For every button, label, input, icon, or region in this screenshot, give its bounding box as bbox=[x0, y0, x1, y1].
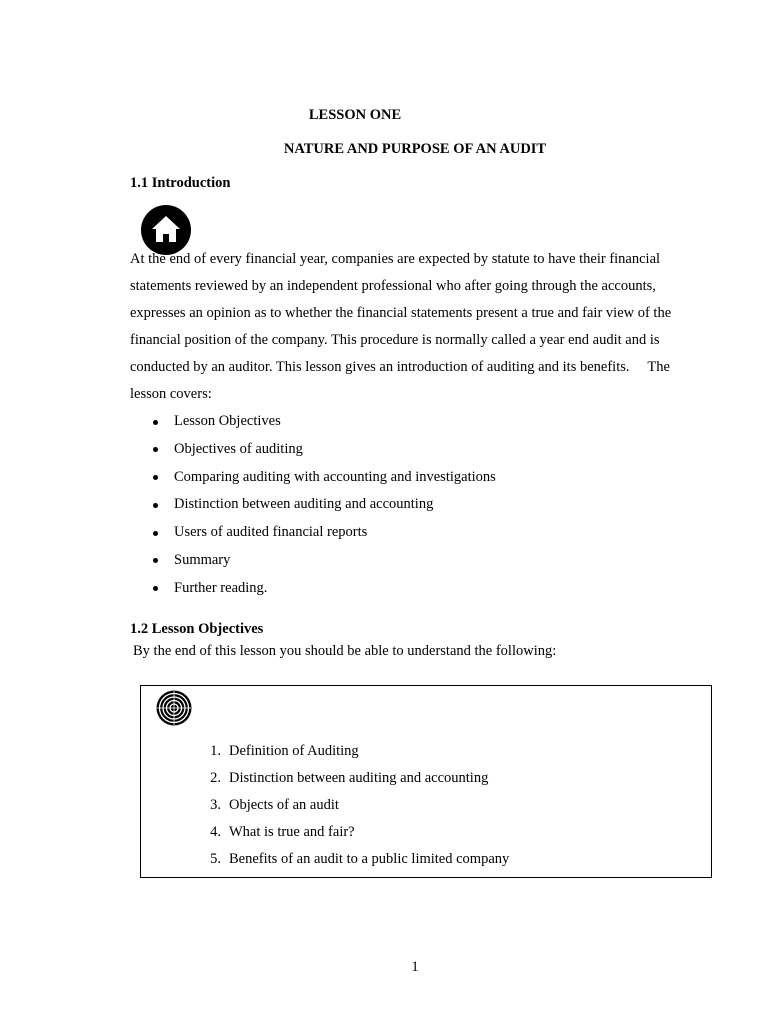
item-text: Objects of an audit bbox=[229, 797, 339, 813]
objectives-heading: 1.2 Lesson Objectives bbox=[130, 621, 264, 637]
intro-line: lesson covers: bbox=[130, 386, 212, 402]
objectives-intro: By the end of this lesson you should be able to understand the following: bbox=[133, 643, 557, 659]
target-icon bbox=[156, 690, 192, 726]
page-number: 1 bbox=[411, 959, 419, 975]
item-text: Definition of Auditing bbox=[229, 743, 359, 759]
item-number: 3. bbox=[210, 797, 221, 813]
intro-line: statements reviewed by an independent professional who after going through the accounts, bbox=[130, 278, 656, 294]
lesson-title: LESSON ONE bbox=[308, 107, 402, 123]
objectives-list bbox=[197, 738, 509, 873]
list-item: Users of audited financial reports bbox=[152, 519, 496, 547]
list-item bbox=[197, 738, 509, 765]
intro-line: expresses an opinion as to whether the financial statements present a true and fair view of the bbox=[130, 305, 672, 321]
lesson-subtitle: NATURE AND PURPOSE OF AN AUDIT bbox=[283, 141, 547, 157]
introduction-heading: 1.1 Introduction bbox=[130, 175, 231, 191]
item-number: 4. bbox=[210, 824, 221, 840]
item-number: 2. bbox=[210, 770, 221, 786]
objectives-box bbox=[140, 685, 712, 878]
list-item: Summary bbox=[152, 547, 496, 575]
list-item bbox=[197, 846, 509, 873]
item-text: Benefits of an audit to a public limited company bbox=[229, 851, 510, 867]
intro-line: At the end of every financial year, companies are expected by statute to have their financial bbox=[130, 251, 661, 267]
intro-line: financial position of the company. This procedure is normally called a year end audit and is bbox=[130, 332, 660, 348]
list-item: Further reading. bbox=[152, 575, 496, 603]
item-text: What is true and fair? bbox=[229, 824, 355, 840]
item-number: 5. bbox=[210, 851, 221, 867]
item-text: Distinction between auditing and accounting bbox=[229, 770, 489, 786]
list-item: Objectives of auditing bbox=[152, 436, 496, 464]
list-item: Distinction between auditing and accounting bbox=[152, 491, 496, 519]
lesson-topics-list bbox=[152, 408, 496, 603]
introduction-paragraph bbox=[130, 246, 698, 408]
list-item bbox=[197, 765, 509, 792]
item-number: 1. bbox=[210, 743, 221, 759]
list-item: Lesson Objectives bbox=[152, 408, 496, 436]
intro-line: conducted by an auditor. This lesson gives an introduction of auditing and its benefits. The bbox=[130, 359, 670, 375]
list-item: Comparing auditing with accounting and investigations bbox=[152, 464, 496, 492]
list-item bbox=[197, 792, 509, 819]
list-item bbox=[197, 819, 509, 846]
